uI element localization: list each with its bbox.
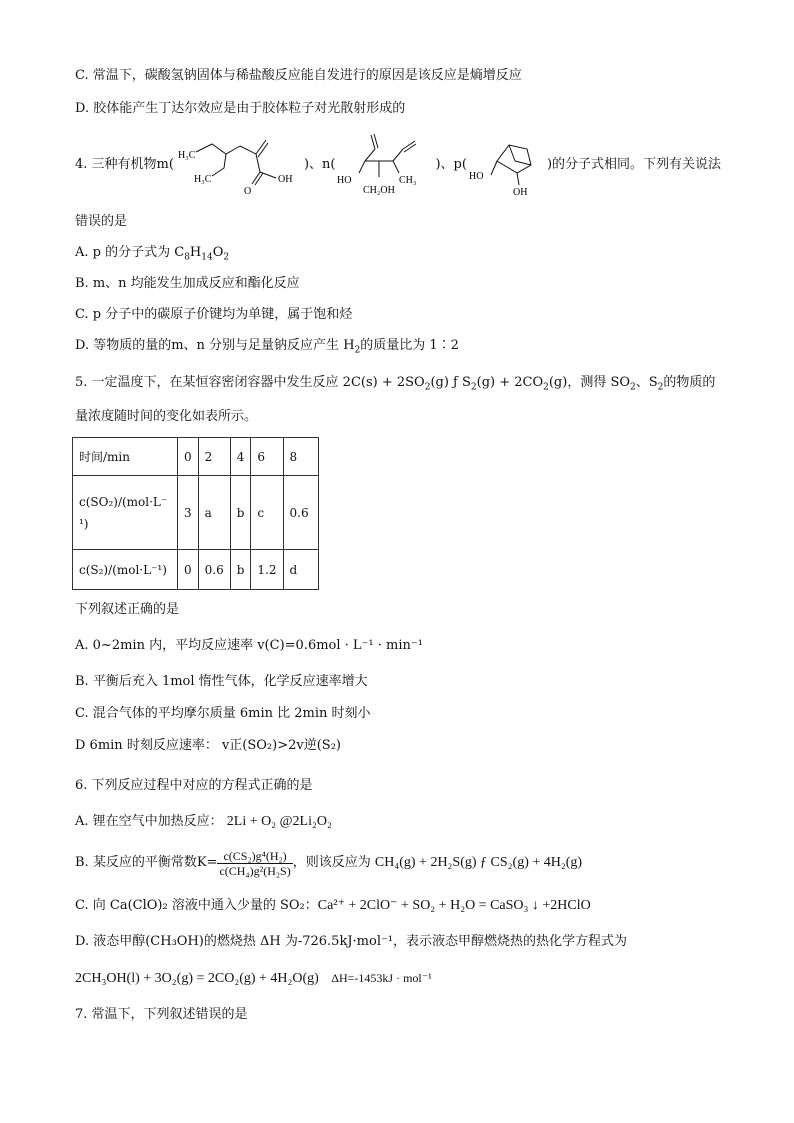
p-oh: OH: [512, 187, 528, 198]
q4-option-d-b: 的质量比为 1∶2: [360, 338, 459, 353]
n-ch3: CH₃: [399, 175, 417, 186]
q6-option-c-eq: Ca²⁺ + 2ClO⁻ + SO₂ + H₂O = CaSO₃ ↓ +2HClO: [317, 898, 591, 913]
q5-stem-f: 的物质的: [663, 375, 716, 390]
q6-option-d: D. 液态甲醇(CH₃OH)的燃烧热 ΔH 为-726.5kJ·mol⁻¹，表示液态甲醇燃烧热的热化学方程式为: [75, 934, 628, 949]
row-label-a: c(SO₂)/(mol·L⁻: [79, 494, 168, 509]
q5-option-b: B. 平衡后充入 1mol 惰性气体，化学反应速率增大: [75, 674, 368, 689]
table-cell: b: [230, 476, 251, 550]
q6-option-b-text: B. 某反应的平衡常数K=: [75, 855, 218, 870]
q6-option-d-eq: [75, 969, 432, 988]
q6-option-b-eq: CH₄(g) + 2H₂S(g) ƒ CS₂(g) + 4H₂(g): [374, 855, 583, 870]
m-h3c-top: H₃C: [177, 150, 196, 161]
q5-stem-a: 5. 一定温度下，在某恒容密闭容器中发生反应 2C(s) + 2SO: [75, 375, 425, 390]
q6-option-c-text: C. 向 Ca(ClO)₂ 溶液中通入少量的 SO₂：: [75, 898, 318, 913]
table-cell: 1.2: [251, 550, 283, 590]
q4-stem: [75, 130, 721, 200]
row-label-b: ¹): [79, 516, 89, 531]
table-cell: d: [283, 550, 318, 590]
table-cell: 0.6: [198, 550, 230, 590]
q6-stem: 6. 下列反应过程中对应的方程式正确的是: [75, 778, 313, 793]
q6-option-c: [75, 897, 591, 915]
n-ho: HO: [337, 175, 352, 186]
q6-option-a-text: A. 锂在空气中加热反应：: [75, 814, 223, 829]
q5-option-a: A. 0~2min 内，平均反应速率 v(C)=0.6mol · L⁻¹ · min⁻¹: [75, 638, 423, 653]
q4-stem-end: 错误的是: [75, 214, 128, 229]
molecule-p: [467, 131, 547, 199]
table-cell: c: [251, 476, 283, 550]
q4-option-c: C. p 分子中的碳原子价键均为单键，属于饱和烃: [75, 307, 353, 322]
q4-stem-c: )、p(: [435, 157, 467, 172]
q4-option-b: B. m、n 均能发生加成反应和酯化反应: [75, 276, 300, 291]
q5-option-d: D 6min 时刻反应速率： v正(SO₂)>2v逆(S₂): [75, 738, 341, 753]
table-cell: 3: [178, 476, 199, 550]
q4-option-d: D. 等物质的量的m、n 分别与足量钠反应产生 $H_2$的质量比为 1∶2: [75, 338, 459, 356]
table-header-cell: 时间/min: [73, 438, 178, 476]
q4-option-a: A. p 的分子式为 $C_8H_{14}O_2$: [75, 245, 230, 263]
q4-stem-d: )的分子式相同。下列有关说法: [546, 157, 722, 172]
q6-option-a-eq: 2Li + O₂ @2Li₂O₂: [226, 814, 332, 829]
q6-option-a: [75, 813, 332, 831]
q5-stem-d: (g)，测得 SO: [548, 375, 631, 390]
table-row: [73, 550, 319, 590]
molecule-m: [174, 132, 304, 198]
q3-option-d: D. 胶体能产生丁达尔效应是由于胶体粒子对光散射形成的: [75, 101, 406, 116]
q4-stem-b: )、n(: [303, 157, 336, 172]
table-cell: 0: [178, 550, 199, 590]
q5-after: 下列叙述正确的是: [75, 602, 180, 617]
q5-option-c: C. 混合气体的平均摩尔质量 6min 比 2min 时刻小: [75, 706, 371, 721]
table-cell: [73, 476, 178, 550]
q6-option-b: [75, 846, 582, 880]
n-ch2oh: CH₂OH: [363, 185, 396, 196]
table-cell: 0.6: [283, 476, 318, 550]
q5-table: [72, 437, 319, 590]
q6-d-equation: 2CH₃OH(l) + 3O₂(g) = 2CO₂(g) + 4H₂O(g): [75, 971, 319, 986]
q7-stem: 7. 常温下，下列叙述错误的是: [75, 1007, 248, 1022]
equilibrium-fraction: [217, 849, 292, 878]
p-ho: HO: [468, 171, 484, 182]
table-header-cell: 2: [198, 438, 230, 476]
table-cell: a: [198, 476, 230, 550]
molecule-n: [335, 131, 435, 199]
table-row: [73, 476, 319, 550]
q6-option-b-text-2: ，则该反应为: [292, 855, 371, 870]
q5-stem-2: 量浓度随时间的变化如表所示。: [75, 409, 258, 424]
q5-stem-c: (g) + 2CO: [476, 375, 544, 390]
table-row: [73, 438, 319, 476]
fraction-numerator: c(CS₂)g⁴(H₂): [217, 849, 292, 864]
q5-stem: 5. 一定温度下，在某恒容密闭容器中发生反应 $2C(s) + 2SO_2(g)$ ƒ $S_2(g) + 2CO_2(g)$，测得 $SO_2$、$S_2$的物质的: [75, 375, 716, 393]
table-header-cell: 8: [283, 438, 318, 476]
table-header-cell: 0: [178, 438, 199, 476]
q4-option-a-text: A. p 的分子式为 C: [75, 245, 185, 260]
m-h3c-bot: H₃C: [193, 174, 212, 185]
q4-option-d-a: D. 等物质的量的m、n 分别与足量钠反应产生 H: [75, 338, 355, 353]
q5-stem-e: 、S: [635, 375, 658, 390]
q4-stem-a: 4. 三种有机物m(: [75, 157, 174, 172]
m-o: O: [243, 186, 252, 197]
m-oh: OH: [277, 174, 293, 185]
table-cell: b: [230, 550, 251, 590]
fraction-denominator: c(CH₄)g²(H₂S): [219, 863, 291, 878]
q5-stem-b: (g) ƒ S: [430, 375, 471, 390]
q6-d-enthalpy: ΔH=-1453kJ · mol⁻¹: [331, 971, 432, 985]
table-header-cell: 6: [251, 438, 283, 476]
q3-option-c: C. 常温下，碳酸氢钠固体与稀盐酸反应能自发进行的原因是该反应是熵增反应: [75, 68, 522, 83]
table-cell: c(S₂)/(mol·L⁻¹): [73, 550, 178, 590]
table-header-cell: 4: [230, 438, 251, 476]
